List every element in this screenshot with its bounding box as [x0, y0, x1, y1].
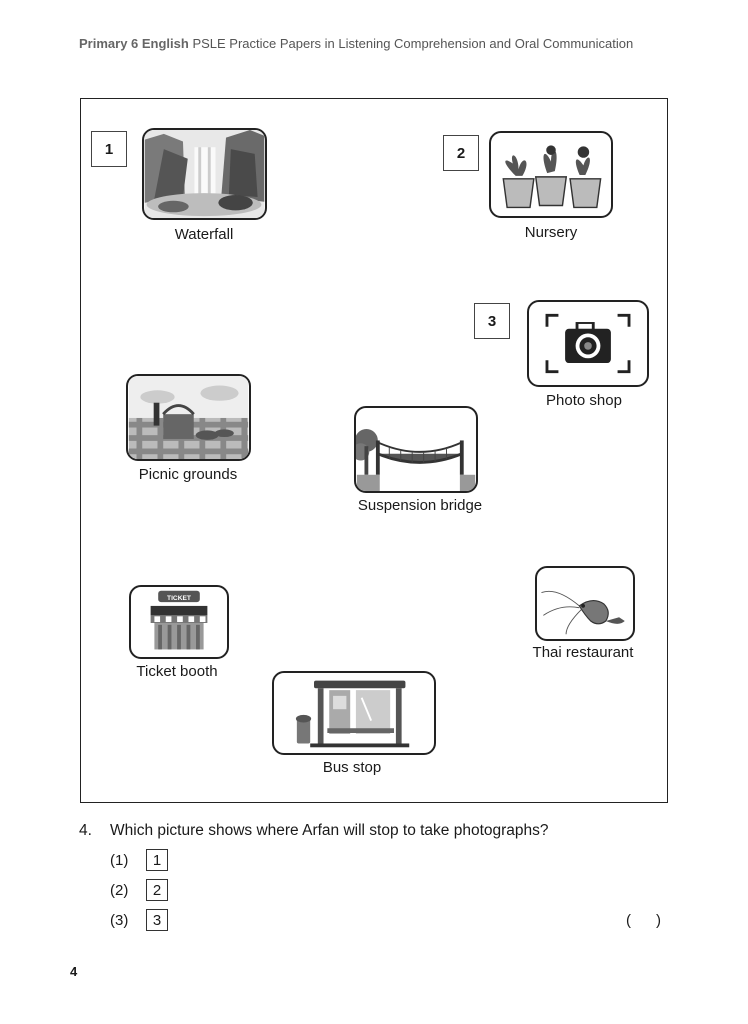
photo-shop-label: Photo shop [546, 392, 622, 409]
ticket-booth-picture [129, 585, 229, 659]
option-1-box[interactable]: 1 [146, 849, 168, 871]
option-3-label: (3) [110, 912, 129, 929]
option-1-label: (1) [110, 852, 129, 869]
ticket-sign-text: TICKET [167, 594, 191, 602]
nursery-picture [489, 131, 613, 218]
option-2-label: (2) [110, 882, 129, 899]
nursery-label: Nursery [524, 224, 578, 241]
question-text: Which picture shows where Arfan will stop to take photographs? [110, 822, 549, 839]
option-3-box[interactable]: 3 [146, 909, 168, 931]
picnic-grounds-picture [126, 374, 251, 461]
suspension-bridge-picture [354, 406, 478, 493]
waterfall-label: Waterfall [174, 226, 234, 243]
bus-stop-picture [272, 671, 436, 755]
number-box-1: 1 [91, 131, 127, 167]
number-box-3: 3 [474, 303, 510, 339]
suspension-bridge-label: Suspension bridge [357, 497, 483, 514]
page-number: 4 [70, 964, 78, 979]
ticket-booth-label: Ticket booth [136, 663, 218, 680]
option-2-box[interactable]: 2 [146, 879, 168, 901]
bus-stop-label: Bus stop [322, 759, 382, 776]
number-box-2: 2 [443, 135, 479, 171]
thai-restaurant-label: Thai restaurant [532, 644, 634, 661]
picnic-grounds-label: Picnic grounds [138, 466, 238, 483]
question-number: 4. [79, 822, 92, 839]
photo-shop-picture [527, 300, 649, 387]
answer-bracket[interactable]: ( ) [626, 912, 661, 929]
waterfall-picture [142, 128, 267, 220]
page-header: Primary 6 English PSLE Practice Papers in Listening Comprehension and Oral Communication [79, 36, 634, 51]
thai-restaurant-picture [535, 566, 635, 641]
